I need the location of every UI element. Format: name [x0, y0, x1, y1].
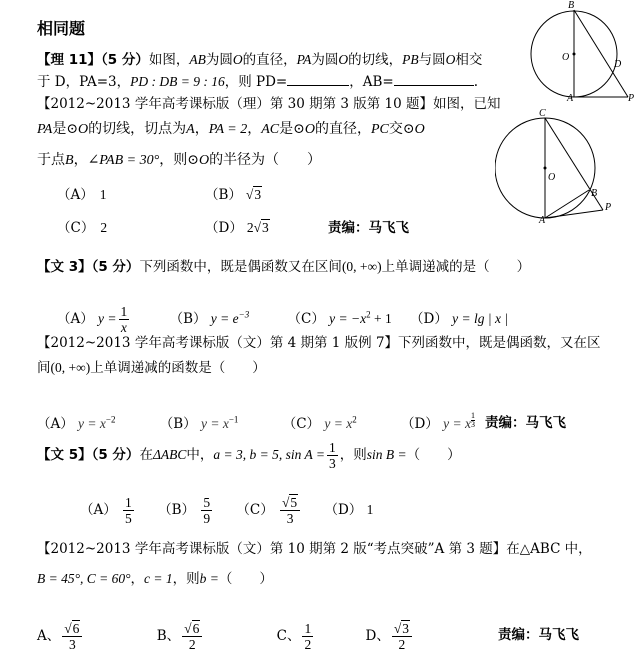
- sqrt-radicand: 6: [192, 621, 200, 636]
- ref1-var: AC: [261, 122, 280, 137]
- q1-text: 的直径，: [242, 52, 297, 68]
- option-value: 1: [366, 502, 374, 517]
- ref3-text: （ ）: [218, 571, 273, 587]
- q1-text: ，则 PD=: [224, 74, 288, 90]
- ref1-text: ，: [194, 121, 209, 137]
- ref3-option-d[interactable]: [365, 621, 415, 652]
- q1-text: 为圆: [205, 52, 233, 68]
- fig2-label-c: C: [539, 108, 546, 119]
- circle-symbol: ⊙: [293, 121, 305, 137]
- ref1-var: PC: [370, 122, 389, 137]
- editor-credit: 责编：马飞飞: [498, 627, 579, 643]
- q3-option-c[interactable]: [236, 495, 302, 526]
- q2-text: 上单调递减的是（ ）: [381, 259, 531, 275]
- fig1-label-o: O: [562, 52, 570, 63]
- q3-tag: 【文 5】: [37, 447, 92, 463]
- q1-answer-blank-pd[interactable]: [287, 73, 349, 86]
- ref1-line-3: [37, 151, 321, 170]
- q1-var-pa: PA: [296, 52, 312, 67]
- fraction-numerator: 1: [125, 495, 132, 510]
- ref3-ask: b =: [199, 571, 219, 586]
- q3-given: a = 3, b = 5, sin A =: [213, 447, 325, 462]
- fig2-label-p: P: [605, 202, 612, 213]
- option-label: （A）: [57, 187, 94, 203]
- section-title: 相同题: [37, 19, 86, 38]
- q2-option-c[interactable]: [288, 311, 392, 327]
- q2-interval: (0, +∞): [341, 259, 382, 274]
- coef: 2: [246, 220, 254, 235]
- q3-points: （5 分）: [91, 447, 140, 463]
- fraction: $\frac{√6}{3}$: [62, 621, 82, 652]
- q1-answer-blank-ab[interactable]: [394, 73, 474, 86]
- option-label: A、: [37, 628, 61, 644]
- q1-text: 为圆: [311, 52, 339, 68]
- sqrt-radicand: 3: [262, 220, 269, 235]
- ref2-options: [37, 410, 475, 433]
- ref1-text: 的切线，切点为: [88, 121, 187, 137]
- ref1-var: O: [198, 153, 210, 168]
- circle-symbol: ⊙: [66, 121, 79, 137]
- option-label: （C）: [236, 502, 274, 518]
- option-label: （D）: [400, 415, 439, 432]
- q1-text: 的切线，: [348, 52, 403, 68]
- q2-option-d[interactable]: [410, 311, 508, 327]
- ref2-line-1: 【2012~2013 学年高考课标版（文）第 4 期第 1 版例 7】下列函数中，既是偶函数，又在区: [37, 335, 601, 351]
- q1-var-o: O: [338, 52, 349, 67]
- ref1-text: ，: [247, 121, 262, 137]
- fraction-numerator: 1: [328, 440, 336, 455]
- option-expr: y = x: [78, 415, 106, 431]
- ref1-option-b[interactable]: [205, 186, 262, 204]
- ref1-line-2: [37, 120, 425, 139]
- q2-option-a[interactable]: [57, 303, 131, 335]
- q2-text: 下列函数中，既是偶函数又在区间: [139, 259, 342, 275]
- q2-tag: 【文 3】: [37, 259, 92, 275]
- fraction-denominator: 3: [470, 419, 475, 429]
- ref1-text: ，则: [159, 152, 188, 168]
- option-exponent-fraction: [471, 412, 475, 429]
- q1-line-2: [37, 73, 478, 91]
- ref2-option-c[interactable]: [283, 416, 357, 432]
- q3-text: 中，: [186, 447, 214, 463]
- ref3-option-c[interactable]: [276, 621, 316, 652]
- fraction: [201, 495, 212, 526]
- q2-option-b[interactable]: [170, 311, 250, 327]
- ref1-var: O: [414, 122, 425, 137]
- option-expr: + 1: [370, 310, 392, 326]
- fraction: $\frac{√6}{2}$: [182, 621, 202, 652]
- fraction-denominator: 5: [125, 511, 132, 526]
- ref3-line-1: 【2012~2013 学年高考课标版（文）第 10 期第 2 版“考点突破”A 第 3 题】在△ABC 中，: [37, 541, 592, 557]
- fig1-label-a: A: [567, 93, 574, 102]
- option-label: D、: [365, 628, 390, 644]
- option-label: （B）: [159, 415, 197, 432]
- option-label: （A）: [57, 310, 94, 327]
- q1-tag: 【理 11】: [37, 52, 101, 68]
- ref2-option-b[interactable]: [160, 416, 239, 432]
- q1-var-o: O: [445, 52, 456, 67]
- q3-line-1: [37, 437, 461, 473]
- fraction-denominator: 3: [68, 637, 76, 652]
- ref1-option-c[interactable]: [57, 219, 107, 237]
- option-expr: y = −x: [329, 310, 367, 326]
- ref1-text: 的直径，: [314, 121, 371, 137]
- circle-symbol: ⊙: [187, 152, 199, 168]
- editor-credit: 责编：马飞飞: [485, 415, 566, 431]
- option-label: C、: [276, 628, 301, 644]
- q1-ratio: PD : DB = 9 : 16: [130, 74, 225, 89]
- option-expr: y = x: [200, 415, 229, 431]
- q1-text: ，AB=: [349, 74, 394, 90]
- sqrt-radicand: 5: [290, 495, 298, 510]
- option-exponent: −1: [228, 414, 239, 424]
- ref2-option-a[interactable]: [37, 416, 115, 432]
- fraction-numerator: 1: [304, 621, 312, 636]
- ref1-angle: ∠PAB = 30°: [87, 153, 160, 168]
- option-value: 1: [99, 187, 107, 202]
- fraction: [119, 304, 130, 335]
- ref3-expr: c = 1: [144, 571, 173, 586]
- fraction-numerator: 1: [470, 410, 475, 420]
- sqrt-radicand: 3: [402, 621, 409, 636]
- q1-line-1: [37, 51, 482, 69]
- ref1-text: ，: [73, 152, 88, 168]
- option-exponent: −2: [105, 414, 116, 424]
- fraction-denominator: 3: [286, 511, 294, 526]
- ref1-var: B: [65, 153, 74, 168]
- ref2-interval: (0, +∞): [50, 360, 91, 375]
- fraction: [302, 621, 313, 652]
- circle-symbol: ⊙: [402, 121, 415, 137]
- fraction-denominator: 2: [304, 637, 312, 652]
- ref2-text: 间: [37, 360, 51, 376]
- fig2-center-dot: [544, 167, 547, 170]
- option-label: （C）: [287, 310, 325, 327]
- q3-text: 在: [139, 447, 153, 463]
- fraction: [327, 440, 338, 471]
- option-expr: y = x: [324, 415, 353, 431]
- fig1-label-p: P: [628, 93, 635, 102]
- fraction: $\frac{√5}{3}$: [280, 495, 300, 526]
- ref3-text: ，: [130, 571, 145, 587]
- option-label: （D）: [205, 220, 243, 236]
- q3-ask: sin B =: [366, 447, 407, 462]
- ref1-expr: PA = 2: [208, 122, 248, 137]
- ref1-text: 交: [388, 121, 403, 137]
- q2-line-1: [37, 258, 530, 276]
- option-label: （C）: [57, 220, 95, 236]
- q3-option-b[interactable]: [158, 495, 214, 526]
- fraction-denominator: 2: [398, 637, 406, 652]
- ref3-option-a[interactable]: [37, 621, 84, 652]
- fraction-denominator: 3: [328, 456, 336, 471]
- option-label: （A）: [80, 502, 117, 518]
- ref3-option-b[interactable]: [156, 621, 205, 652]
- ref3-expr: B = 45°, C = 60°: [37, 571, 131, 586]
- option-label: （D）: [410, 310, 448, 327]
- option-label: B、: [156, 628, 181, 644]
- option-value: 2: [100, 220, 108, 235]
- q2-options: [57, 296, 509, 335]
- editor-credit: 责编：马飞飞: [328, 220, 409, 236]
- fraction-numerator: 5: [203, 495, 211, 510]
- ref1-text: 的半径为（ ）: [209, 152, 322, 168]
- fig1-center-dot: [573, 53, 576, 56]
- q1-text: 相交: [455, 52, 483, 68]
- q1-text: 与圆: [418, 52, 446, 68]
- option-expr: y = e: [210, 310, 239, 326]
- q3-option-d[interactable]: [324, 502, 373, 518]
- ref2-text: 上单调递减的函数是（ ）: [90, 360, 266, 376]
- option-label: （A）: [37, 415, 74, 432]
- figure-circle-1: [528, 0, 638, 102]
- option-label: （D）: [324, 502, 363, 518]
- sqrt-radicand: 6: [72, 621, 80, 636]
- q1-text: 如图，: [148, 52, 190, 68]
- option-label: （B）: [169, 310, 207, 327]
- q3-triangle: ΔABC: [152, 447, 187, 462]
- ref1-text: 是: [279, 121, 294, 137]
- ref3-text: ，则: [172, 571, 200, 587]
- q3-option-a[interactable]: [80, 495, 136, 526]
- ref1-line-1: 【2012~2013 学年高考课标版（理）第 30 期第 3 版第 10 题】如图，已知: [37, 96, 501, 112]
- q3-options: [80, 490, 373, 530]
- option-value: 2√3: [246, 220, 269, 235]
- q1-var-ab: AB: [189, 52, 206, 67]
- fraction-denominator: 9: [203, 511, 211, 526]
- option-exponent: 2: [352, 414, 357, 424]
- sqrt-radicand: 3: [254, 187, 262, 202]
- ref1-var: O: [304, 122, 315, 137]
- fraction-denominator: 2: [188, 637, 196, 652]
- fig1-label-b: B: [568, 0, 575, 11]
- fig2-label-a: A: [539, 215, 546, 224]
- q1-points: （5 分）: [101, 52, 149, 68]
- option-value: √3: [245, 187, 262, 202]
- figure-circle-2: [495, 106, 620, 224]
- option-exponent: −3: [238, 309, 250, 319]
- option-expr: y = lg | x |: [452, 310, 509, 326]
- fraction-numerator: 1: [120, 303, 128, 319]
- ref2-option-d[interactable]: [400, 410, 475, 432]
- ref1-var: A: [186, 122, 195, 137]
- ref1-text: 于点: [37, 152, 65, 168]
- q1-var-o: O: [232, 52, 243, 67]
- fraction: $\frac{√3}{2}$: [392, 621, 412, 652]
- ref1-option-a[interactable]: [57, 186, 107, 204]
- q1-text: .: [473, 74, 478, 90]
- q1-text: 于 D，PA=3，: [37, 74, 131, 90]
- ref2-line-2: [37, 359, 266, 377]
- fig2-tangent-pa: [545, 210, 603, 218]
- ref1-var: O: [78, 122, 89, 137]
- option-label: （B）: [205, 187, 242, 203]
- ref3-line-2: [37, 570, 273, 588]
- q1-var-pb: PB: [402, 52, 419, 67]
- ref1-option-d[interactable]: [205, 219, 270, 237]
- fig2-label-b: B: [591, 188, 598, 199]
- option-expr: y =: [98, 310, 117, 326]
- ref3-options: [37, 615, 414, 657]
- fig1-secant-pb: [574, 10, 628, 97]
- fig2-label-o: O: [548, 172, 556, 183]
- option-label: （B）: [158, 502, 196, 518]
- option-exponent: 2: [366, 309, 371, 319]
- fraction-denominator: x: [120, 319, 127, 335]
- option-expr: y = x: [443, 415, 471, 431]
- q3-text: ，则: [339, 447, 367, 463]
- fig2-chord-ab: [545, 190, 589, 218]
- fig1-label-d: D: [614, 59, 622, 70]
- ref1-text: 是: [52, 121, 67, 137]
- fraction: [123, 495, 134, 526]
- ref1-var: PA: [37, 122, 53, 137]
- q3-text: （ ）: [406, 447, 461, 463]
- option-label: （C）: [282, 415, 321, 432]
- q2-points: （5 分）: [91, 259, 140, 275]
